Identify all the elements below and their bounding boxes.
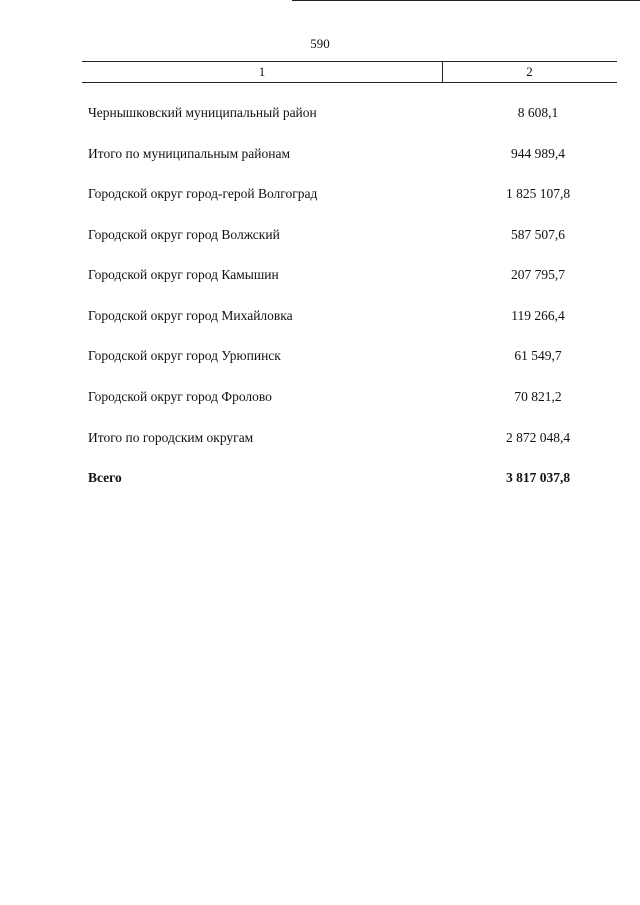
row-value: 70 821,2	[514, 389, 562, 404]
row-value: 61 549,7	[514, 348, 562, 363]
row-value: 587 507,6	[511, 227, 565, 242]
table-row	[88, 266, 628, 284]
table-row	[88, 429, 628, 447]
row-label: Итого по городским округам	[88, 430, 254, 445]
column-header-1: 1	[258, 64, 266, 79]
total-label: Всего	[88, 470, 122, 485]
row-value: 2 872 048,4	[505, 430, 571, 445]
page-number: 590	[310, 36, 330, 51]
row-label: Городской округ город-герой Волгоград	[88, 186, 318, 201]
top-border-line	[292, 0, 640, 1]
table-header	[82, 61, 617, 83]
row-label: Городской округ город Фролово	[88, 389, 272, 404]
row-label: Чернышковский муниципальный район	[88, 105, 317, 120]
table-row	[88, 145, 628, 163]
row-label: Городской округ город Камышин	[88, 267, 279, 282]
table-row	[88, 388, 628, 406]
row-value: 119 266,4	[511, 308, 565, 323]
row-value: 207 795,7	[511, 267, 565, 282]
table-row	[88, 307, 628, 325]
column-header-2: 2	[526, 64, 533, 79]
table-row	[88, 226, 628, 244]
total-value: 3 817 037,8	[505, 470, 571, 485]
row-value: 8 608,1	[517, 105, 559, 120]
row-label: Итого по муниципальным районам	[88, 146, 291, 161]
total-row	[88, 469, 628, 487]
table-row	[88, 347, 628, 365]
row-label: Городской округ город Волжский	[88, 227, 280, 242]
table-row	[88, 185, 628, 203]
row-value: 1 825 107,8	[505, 186, 571, 201]
table-row	[88, 104, 628, 122]
row-label: Городской округ город Урюпинск	[88, 348, 281, 363]
row-label: Городской округ город Михайловка	[88, 308, 293, 323]
row-value: 944 989,4	[511, 146, 565, 161]
